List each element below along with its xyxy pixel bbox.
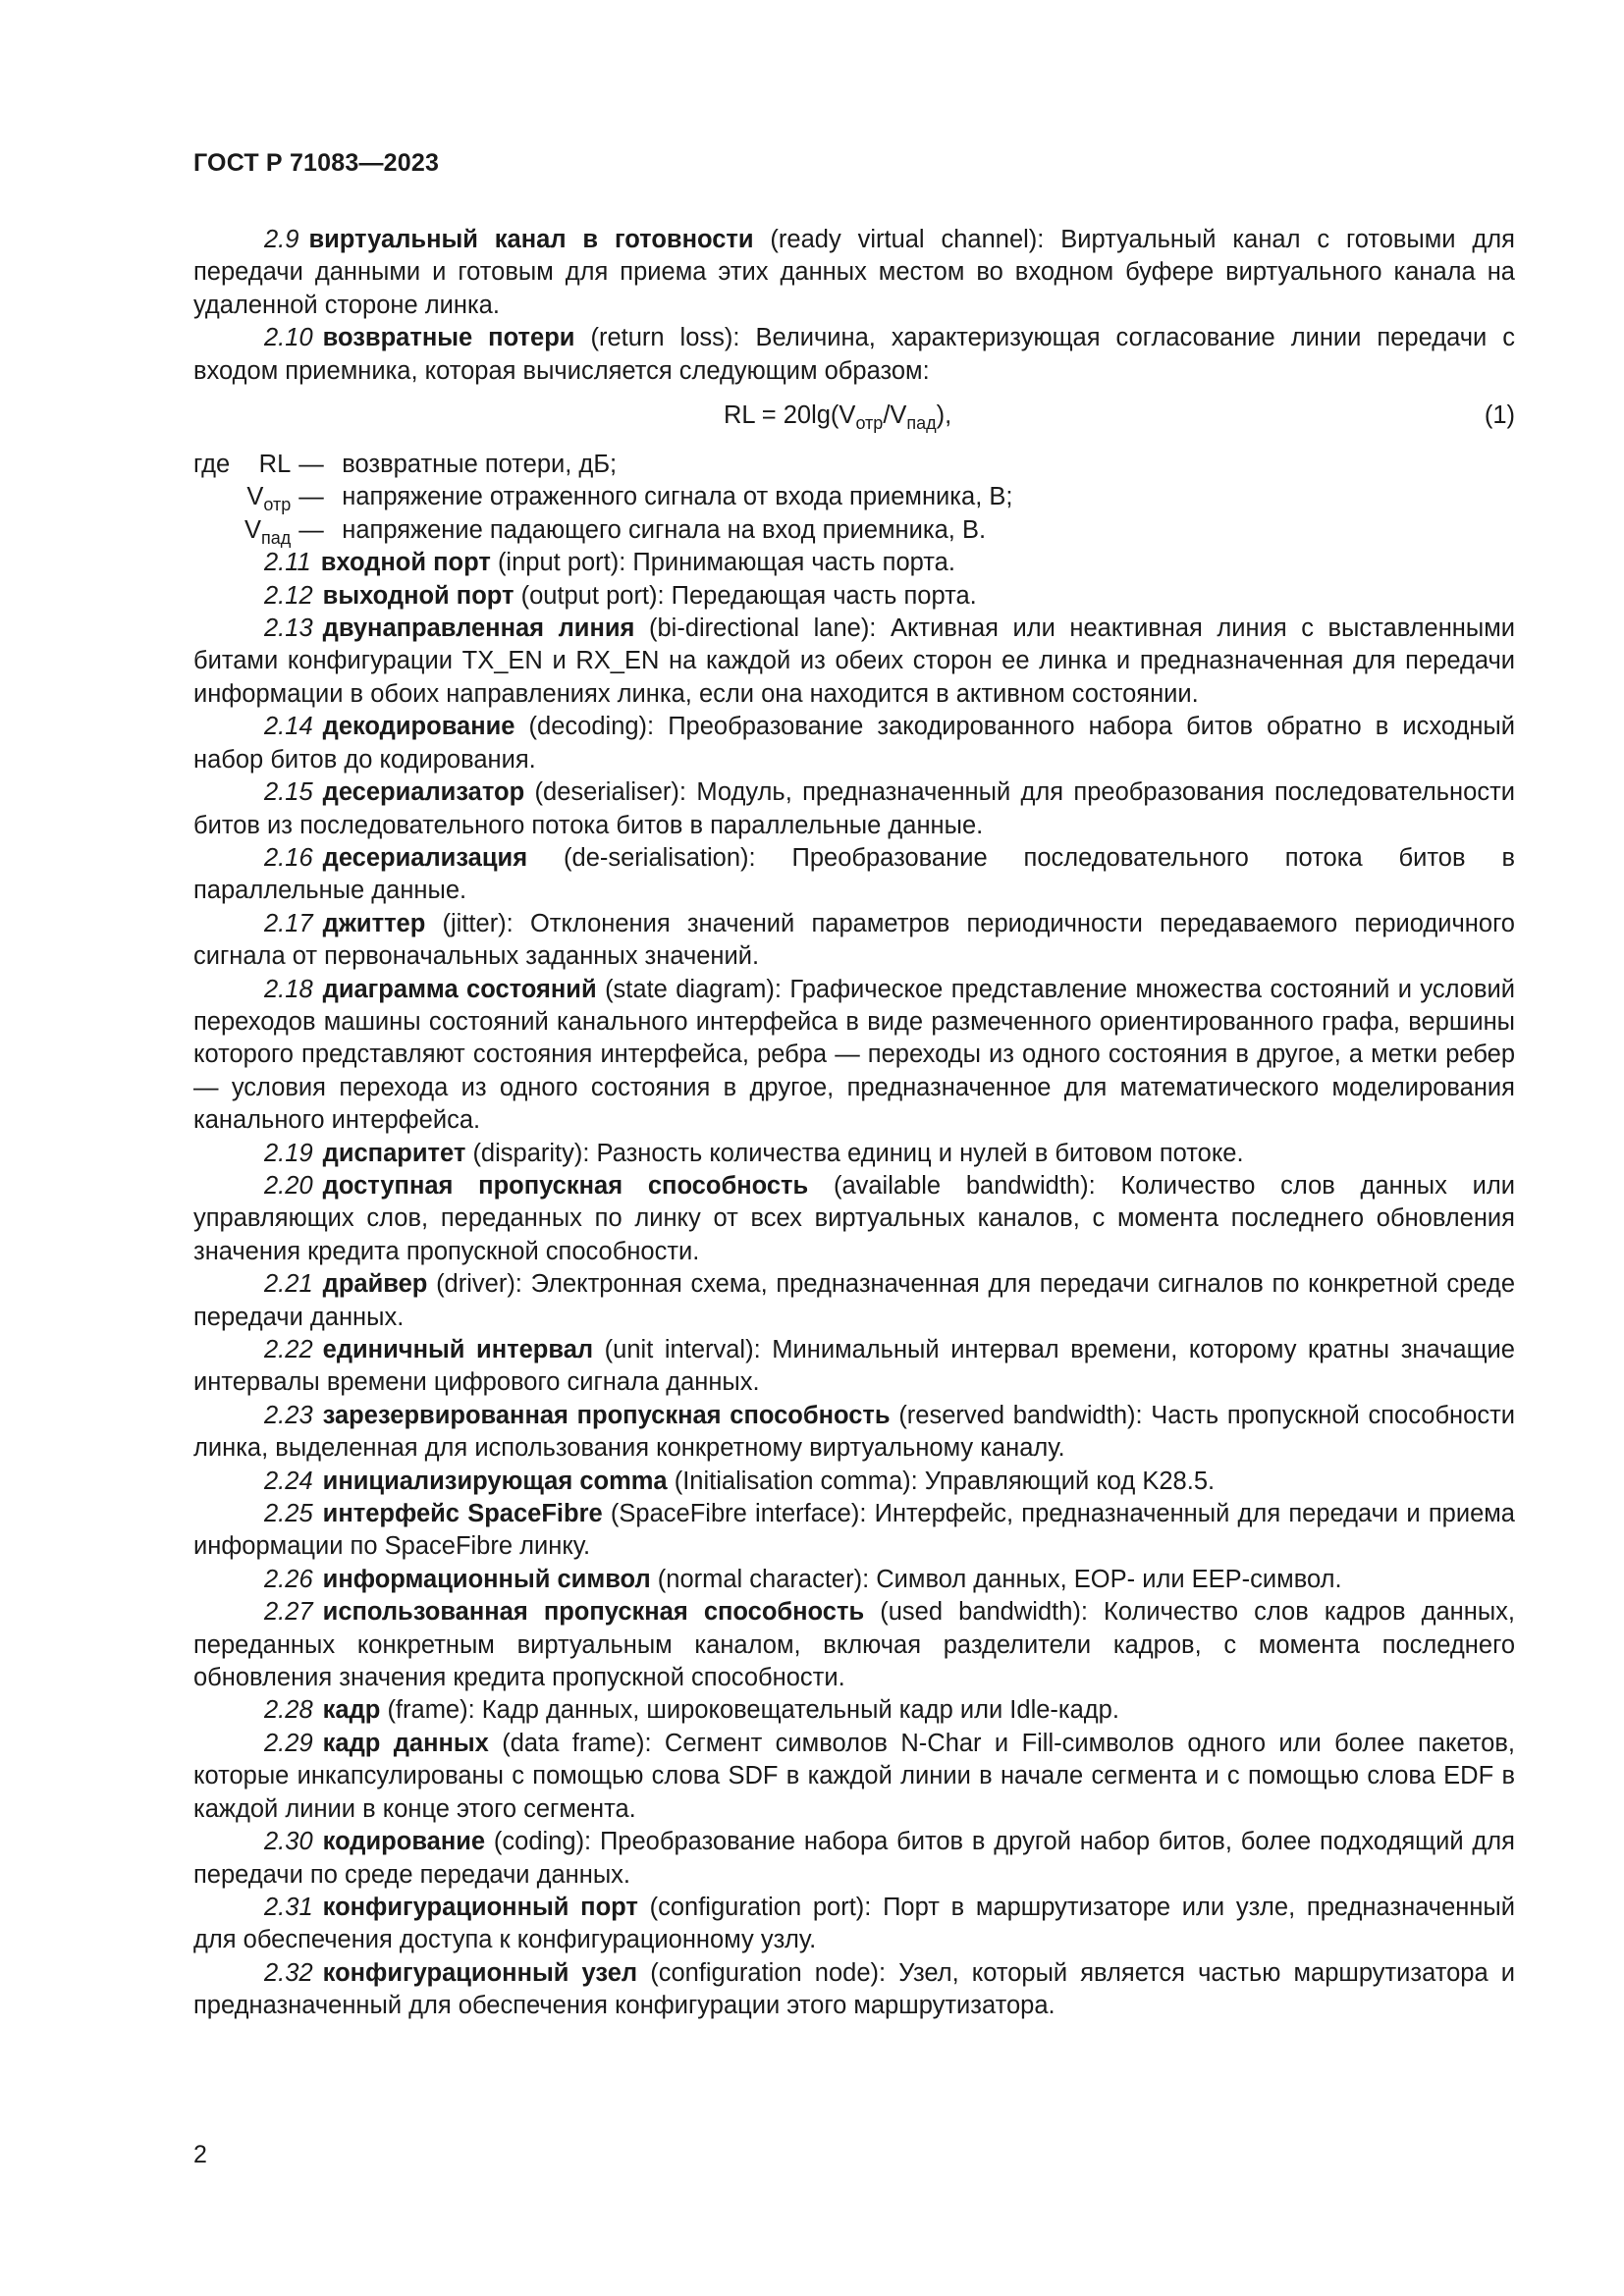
term-entry [193, 1694, 1515, 1727]
term-entry [193, 1826, 1515, 1892]
term-name: единичный интервал [322, 1336, 594, 1363]
document-header: ГОСТ Р 71083—2023 [193, 149, 440, 177]
term-name: возвратные потери [322, 324, 575, 352]
terms-list-before-formula [193, 224, 1515, 388]
term-entry [193, 1170, 1515, 1268]
legend-symbol-base: RL [258, 451, 292, 479]
term-number: 2.26 [264, 1565, 313, 1593]
term-name: входной порт [320, 549, 491, 577]
legend-description: возвратные потери, дБ; [342, 451, 618, 479]
term-entry [193, 1728, 1515, 1826]
term-entry [193, 1466, 1515, 1498]
term-number: 2.31 [264, 1893, 313, 1921]
term-definition: (frame): Кадр данных, широковещательный кадр или Idle-кадр. [380, 1696, 1119, 1725]
term-number: 2.19 [264, 1139, 313, 1167]
legend-symbol-base: V [246, 483, 264, 511]
term-definition: (used bandwidth): Количество слов кадров данных, переданных конкретным виртуальным каналом, включая разделители кадров, с момента последнего обновления значения кредита пропускной способности. [193, 1598, 1516, 1692]
legend-dash: — [298, 451, 324, 479]
term-name: кадр данных [322, 1729, 489, 1757]
term-entry [193, 1268, 1515, 1334]
term-definition: (decoding): Преобразование закодированного набора битов обратно в исходный набор битов до кодирования. [193, 713, 1515, 774]
term-definition: (output port): Передающая часть порта. [514, 581, 977, 610]
legend-dash: — [298, 483, 324, 511]
term-name: кодирование [322, 1828, 486, 1856]
term-entry [193, 842, 1515, 908]
term-name: десериализатор [322, 778, 525, 807]
term-entry [193, 1334, 1515, 1400]
term-name: конфигурационный узел [322, 1958, 638, 1987]
term-definition: (deserialiser): Модуль, предназначенный для преобразования последовательности битов из последовательного потока битов в параллельные данные. [193, 778, 1515, 839]
page-number: 2 [193, 2141, 207, 2168]
term-entry [193, 322, 1515, 388]
term-entry [193, 1596, 1515, 1694]
term-number: 2.21 [264, 1270, 313, 1299]
term-definition: (ready virtual channel): Виртуальный канал с готовыми для передачи данными и готовым для приема этих данных местом во входном буфере виртуального канала на удаленной стороне линка. [193, 226, 1515, 319]
legend-symbol [244, 449, 298, 481]
term-entry [193, 547, 1515, 579]
term-entry [193, 711, 1515, 776]
term-name: декодирование [322, 713, 515, 741]
term-number: 2.28 [264, 1696, 313, 1725]
legend-row [193, 449, 1012, 481]
term-number: 2.12 [264, 581, 313, 610]
term-definition: (coding): Преобразование набора битов в другой набор битов, более подходящий для передачи по среде передачи данных. [193, 1828, 1515, 1889]
term-definition: (configuration node): Узел, который является частью маршрутизатора и предназначенный для обеспечения конфигурации этого маршрутизатора. [193, 1958, 1515, 2020]
term-definition: (input port): Принимающая часть порта. [490, 549, 955, 577]
legend-symbol [244, 481, 298, 513]
legend-description: напряжение падающего сигнала на вход приемника, В. [342, 515, 987, 544]
term-name: драйвер [322, 1270, 428, 1299]
term-name: доступная пропускная способность [322, 1171, 809, 1200]
term-number: 2.13 [264, 614, 313, 643]
term-name: интерфейс SpaceFibre [322, 1500, 603, 1528]
term-number: 2.29 [264, 1729, 313, 1757]
formula: RL = $20\lg(V_{отр}/V_{пад})$, [724, 401, 952, 434]
term-entry [193, 1892, 1515, 1957]
term-number: 2.11 [264, 549, 311, 577]
term-number: 2.10 [264, 324, 313, 352]
term-entry [193, 580, 1515, 613]
term-definition: (configuration port): Порт в маршрутизаторе или узле, предназначенный для обеспечения доступа к конфигурационному узлу. [193, 1893, 1515, 1954]
term-name: диаграмма состояний [322, 975, 597, 1003]
term-number: 2.15 [264, 778, 313, 807]
term-name: виртуальный канал в готовности [308, 226, 754, 253]
legend-row [193, 481, 1012, 513]
term-definition: (SpaceFibre interface): Интерфейс, предназначенный для передачи и приема информации по SpaceFibre линку. [193, 1500, 1515, 1561]
term-number: 2.17 [264, 909, 313, 937]
term-name: зарезервированная пропускная способность [322, 1401, 891, 1429]
term-number: 2.9 [264, 226, 299, 253]
formula-row [193, 392, 1515, 443]
term-entry [193, 776, 1515, 842]
term-name: диспаритет [322, 1139, 466, 1167]
term-entry [193, 1498, 1515, 1564]
term-number: 2.24 [264, 1467, 313, 1495]
legend-symbol-subscript: отр [263, 495, 292, 515]
term-name: двунаправленная линия [322, 614, 635, 643]
legend-symbol-base: V [244, 515, 262, 544]
term-entry [193, 974, 1515, 1138]
term-number: 2.23 [264, 1401, 313, 1429]
term-number: 2.27 [264, 1598, 313, 1627]
term-definition: (bi-directional lane): Активная или неактивная линия с выставленными битами конфигурации TX_EN и RX_EN на каждой из обеих сторон ее линка и предназначенная для передачи информации в обоих направлениях линка, если она находится в активном состоянии. [193, 614, 1515, 708]
terms-list [193, 547, 1515, 2022]
term-definition: (driver): Электронная схема, предназначенная для передачи сигналов по конкретной среде передачи данных. [193, 1270, 1515, 1331]
term-number: 2.32 [264, 1958, 313, 1987]
legend-row [193, 514, 1012, 547]
term-entry [193, 1564, 1515, 1596]
term-name: выходной порт [322, 581, 514, 610]
term-name: кадр [322, 1696, 381, 1725]
term-entry [193, 908, 1515, 974]
term-definition: (available bandwidth): Количество слов данных или управляющих слов, переданных по линку от всех виртуальных каналов, с момента последнего обновления значения кредита пропускной способности. [193, 1171, 1515, 1265]
term-entry [193, 224, 1515, 322]
legend-symbol-subscript: пад [261, 527, 292, 548]
formula-legend [193, 449, 1012, 547]
term-definition: (de-serialisation): Преобразование последовательного потока битов в параллельные данные. [193, 843, 1515, 905]
term-definition: (Initialisation comma): Управляющий код K28.5. [667, 1467, 1216, 1495]
term-definition: (normal character): Символ данных, EOP- или EEP-символ. [650, 1565, 1342, 1593]
term-definition: (reserved bandwidth): Часть пропускной способности линка, выделенная для использования конкретному виртуальному каналу. [193, 1401, 1515, 1463]
term-number: 2.20 [264, 1171, 313, 1200]
term-entry [193, 613, 1515, 711]
term-name: джиттер [322, 909, 426, 937]
term-name: информационный символ [322, 1565, 651, 1593]
term-number: 2.22 [264, 1336, 313, 1363]
term-definition: (jitter): Отклонения значений параметров периодичности передаваемого периодичного сигнала от первоначальных заданных значений. [193, 909, 1515, 971]
legend-prefix: где [193, 451, 231, 479]
term-definition: (state diagram): Графическое представление множества состояний и условий переходов машины состояний канального интерфейса в виде размеченного ориентированного графа, вершины которого представляют состояния интерфейса, ребра — переходы из одного состояния в другое, а метки ребер — условия перехода из одного состояния в другое, предназначенное для математического моделирования канального интерфейса. [193, 975, 1516, 1135]
term-name: инициализирующая comma [322, 1467, 668, 1495]
term-entry [193, 1138, 1515, 1170]
terms-section [193, 224, 1515, 2023]
term-definition: (unit interval): Минимальный интервал времени, которому кратны значащие интервалы времени цифрового сигнала данных. [193, 1336, 1515, 1397]
term-name: использованная пропускная способность [322, 1598, 865, 1627]
term-definition: (disparity): Разность количества единиц и нулей в битовом потоке. [465, 1139, 1244, 1167]
term-entry [193, 1400, 1515, 1466]
term-number: 2.30 [264, 1828, 313, 1856]
equation-number: (1) [1484, 401, 1515, 430]
term-number: 2.18 [264, 975, 313, 1003]
term-name: конфигурационный порт [322, 1893, 638, 1921]
term-definition: (data frame): Сегмент символов N-Char и Fill-символов одного или более пакетов, которые инкапсулированы с помощью слова SDF в каждой линии в начале сегмента и с помощью слова EDF в каждой линии в конце этого сегмента. [193, 1729, 1515, 1823]
term-name: десериализация [322, 843, 528, 872]
legend-description: напряжение отраженного сигнала от входа приемника, В; [342, 483, 1013, 511]
term-entry [193, 1957, 1515, 2023]
legend-dash: — [298, 515, 324, 544]
term-number: 2.25 [264, 1500, 313, 1528]
term-number: 2.14 [264, 713, 313, 741]
term-number: 2.16 [264, 843, 313, 872]
term-definition: (return loss): Величина, характеризующая согласование линии передачи с входом приемника, которая вычисляется следующим образом: [193, 324, 1515, 385]
legend-symbol [244, 514, 298, 547]
